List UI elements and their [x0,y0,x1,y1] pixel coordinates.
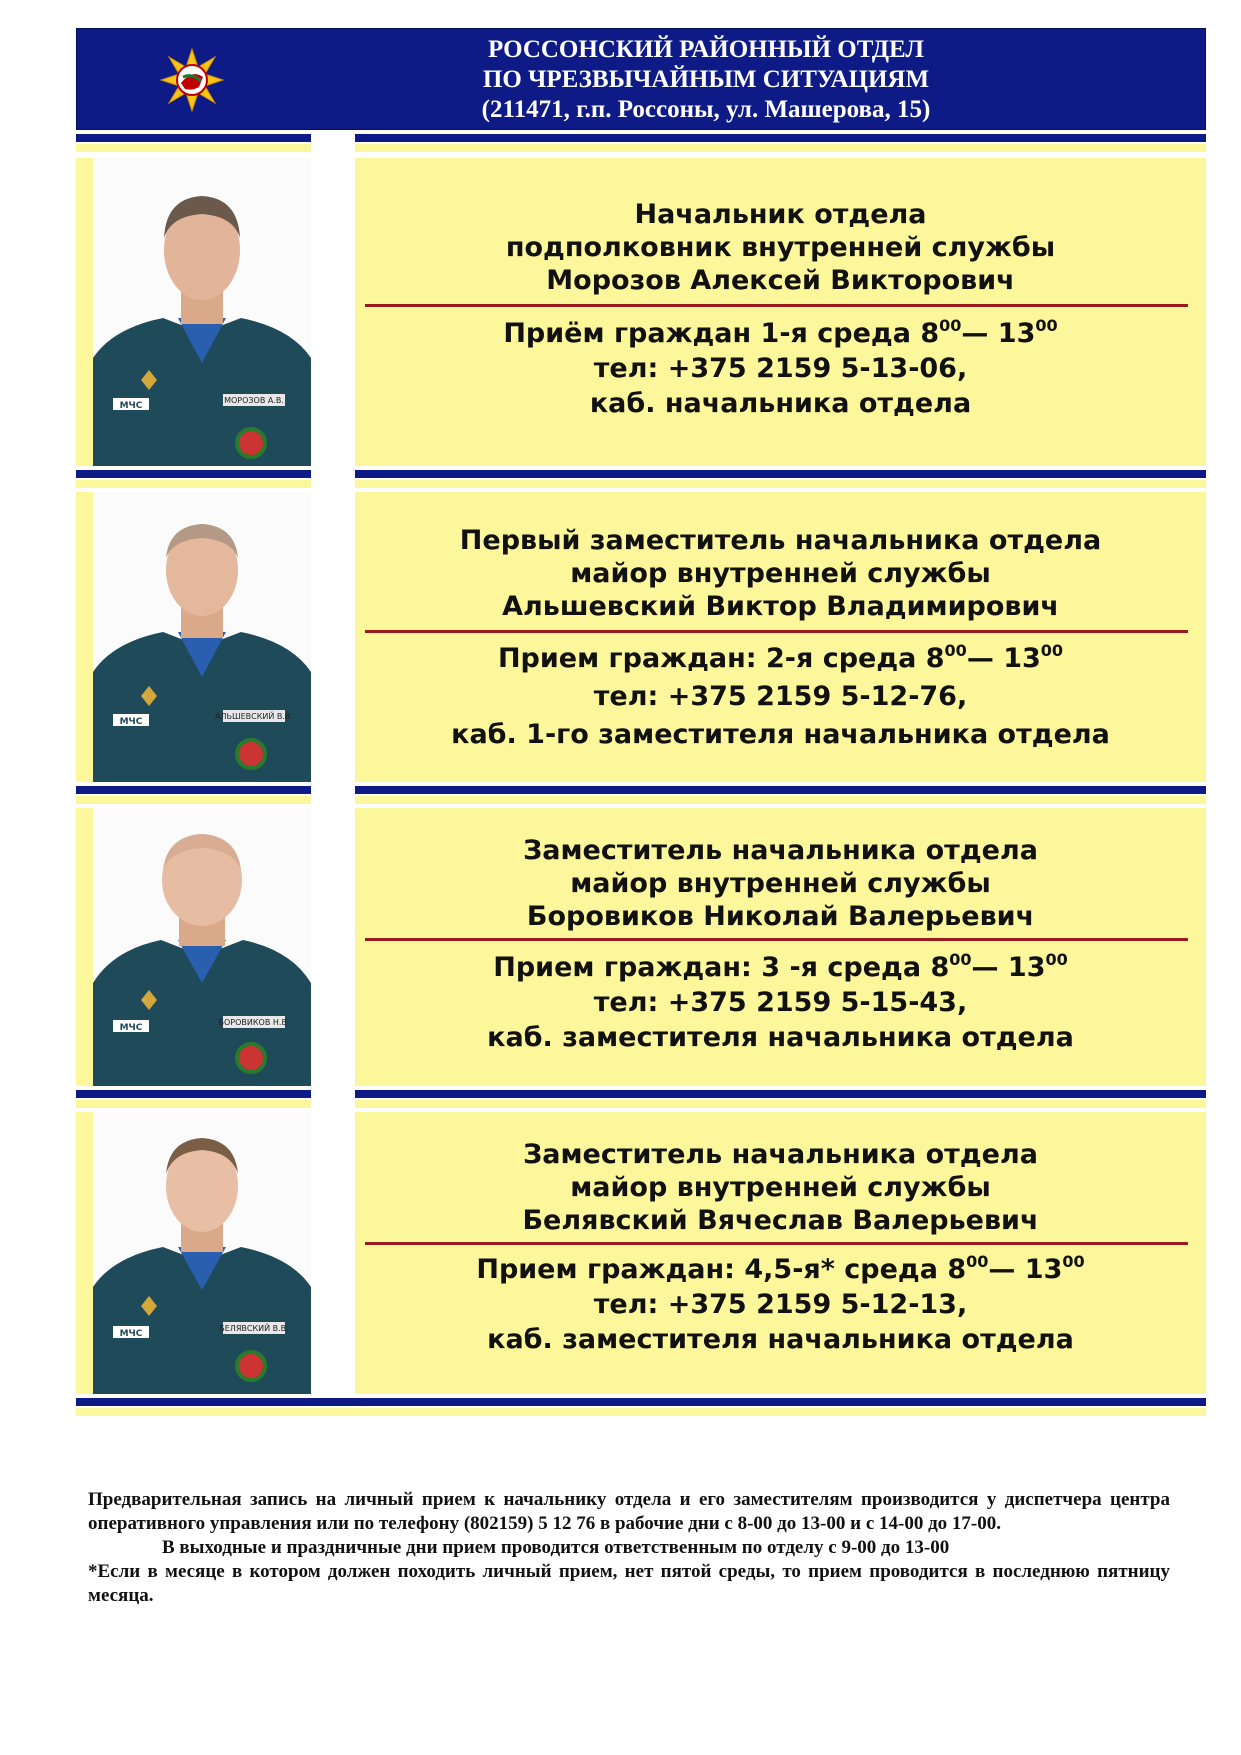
official-card-3 [76,808,1206,1086]
office-2: каб. 1-го заместителя начальника отдела [451,719,1110,750]
badge-label: МЧС [119,1023,143,1033]
name-1: Морозов Алексей Викторович [546,265,1015,296]
notes-section [88,1488,1170,1608]
reception-2: Прием граждан: 2-я среда $8^{00}—$ $13^{00}$ [497,641,1064,674]
official-photo-3 [93,808,311,1086]
office-1: каб. начальника отдела [589,388,972,419]
phone-4: тел: +375 2159 5-12-13, [593,1289,968,1320]
phone-1: тел: +375 2159 5-13-06, [593,353,968,384]
name-tag: АЛЬШЕВСКИЙ В.В. [215,712,293,721]
divider-2 [365,630,1188,633]
separator [76,1086,1206,1112]
separator [76,1394,1206,1420]
official-info-4 [355,1112,1206,1394]
poster-frame [76,28,1206,1420]
office-4: каб. заместителя начальника отдела [487,1324,1074,1355]
header-line-3: (211471, г.п. Россоны, ул. Машерова, 15) [481,96,931,123]
position-2: Первый заместитель начальника отдела [459,525,1102,556]
name-4: Белявский Вячеслав Валерьевич [522,1205,1039,1236]
name-tag: МОРОЗОВ А.В. [224,396,284,405]
rank-3: майор внутренней службы [570,868,991,899]
position-1: Начальник отдела [634,199,927,230]
reception-1: Приём граждан 1-я среда $8^{00}—$ $13^{00}$ [503,316,1058,349]
header-line-2: ПО ЧРЕЗВЫЧАЙНЫМ СИТУАЦИЯМ [482,66,930,93]
name-tag: БОРОВИКОВ Н.В. [218,1018,290,1027]
divider-1 [365,304,1188,307]
official-card-1 [76,158,1206,466]
phone-3: тел: +375 2159 5-15-43, [593,987,968,1018]
divider-4 [365,1242,1188,1245]
phone-2: тел: +375 2159 5-12-76, [593,681,968,712]
reception-3: Прием граждан: 3 -я среда $8^{00}—$ $13^{00}$ [493,950,1068,983]
note-weekends: В выходные и праздничные дни прием проводится ответственным по отделу с 9-00 до 13-00 [162,1537,950,1558]
rank-2: майор внутренней службы [570,558,991,589]
rank-4: майор внутренней службы [570,1172,991,1203]
separator [76,782,1206,808]
name-3: Боровиков Николай Валерьевич [526,901,1035,932]
header-banner [76,28,1206,130]
official-photo-1 [93,158,311,466]
name-tag: БЕЛЯВСКИЙ В.В. [219,1324,289,1333]
official-card-2 [76,492,1206,782]
separator [76,130,1206,158]
official-info-1 [355,158,1206,466]
official-photo-2 [93,492,311,782]
official-info-2 [355,492,1206,782]
divider-3 [365,938,1188,941]
badge-label: МЧС [119,1329,143,1339]
separator [76,466,1206,492]
badge-label: МЧС [119,717,143,727]
badge-label: МЧС [119,401,143,411]
note-fifth-wednesday: *Если в месяце в котором должен походить личный прием, нет пятой среды, то прием проводится в последнюю пятницу месяца. [88,1561,1170,1606]
note-appointment: Предварительная запись на личный прием к начальнику отдела и его заместителям производится у диспетчера центра оперативного управления или по телефону (802159) 5 12 76 в рабочие дни с 8-00 до 13-00 и с 14-00 до 17-00. [88,1489,1170,1534]
name-2: Альшевский Виктор Владимирович [502,591,1059,622]
position-4: Заместитель начальника отдела [523,1139,1038,1170]
position-3: Заместитель начальника отдела [523,835,1038,866]
header-line-1: РОССОНСКИЙ РАЙОННЫЙ ОТДЕЛ [487,36,925,63]
reception-4: Прием граждан: 4,5-я* среда $8^{00}—$ $13^{00}$ [476,1252,1085,1285]
official-photo-4 [93,1112,311,1394]
office-3: каб. заместителя начальника отдела [487,1022,1074,1053]
official-card-4 [76,1112,1206,1394]
official-info-3 [355,808,1206,1086]
rank-1: подполковник внутренней службы [505,232,1056,263]
